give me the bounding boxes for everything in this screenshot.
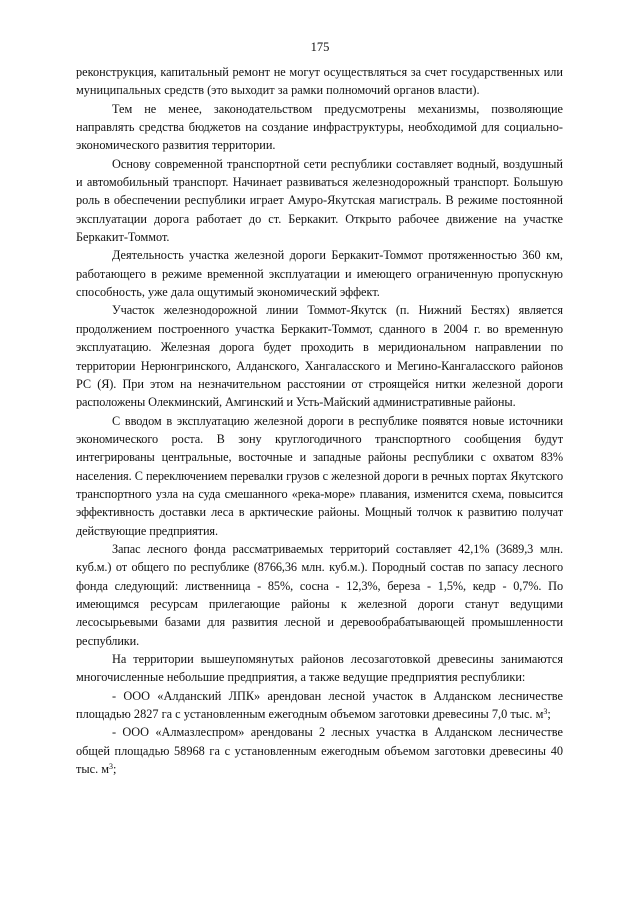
list-item-end: ; xyxy=(113,762,117,777)
paragraph: Тем не менее, законодательством предусмотрены механизмы, позволяющие направлять средства бюджетов на создание инфраструктуры, необходимой для социально-экономического развития территории. xyxy=(76,101,563,153)
list-item-end: ; xyxy=(547,707,551,722)
list-item xyxy=(76,723,563,778)
list-item xyxy=(76,687,563,724)
paragraph: Запас лесного фонда рассматриваемых территорий составляет 42,1% (3689,3 млн. куб.м.) от общего по республике (8766,36 млн. куб.м.). Породный состав по запасу лесного фонда следующий: лиственница - 85%, сосна - 12,3%, береза - 1,5%, кедр - 0,7%. По имеющимся ресурсам прилегающие районы к железной дороги станут ведущими лесосырьевыми базами для развития лесной и деревообрабатывающей промышленности республики. xyxy=(76,541,563,648)
page-number: 175 xyxy=(310,40,330,54)
paragraph: Участок железнодорожной линии Томмот-Якутск (п. Нижний Бестях) является продолжением построенного участка Беркакит-Томмот, сданного в 2004 г. во временную эксплуатацию. Железная дорога будет проходить в меридиональном направлении по территории Нерюнгринского, Алданского, Хангаласского и Мегино-Кангаласского районов РС (Я). При этом на незначительном расстоянии от строящейся нитки железной дороги расположены Олекминский, Амгинский и Усть-Майский административные районы. xyxy=(76,303,563,410)
superscript: 3 xyxy=(543,707,548,717)
body-text xyxy=(76,63,563,778)
paragraph: Основу современной транспортной сети республики составляет водный, воздушный и автомобильный транспорт. Начинает развиваться железнодорожный транспорт. Большую роль в обеспечении республики играет Амуро-Якутская магистраль. В режиме постоянной эксплуатации дорога работает до ст. Беркакит. Открыто рабочее движение на участке Беркакит-Томмот. xyxy=(76,156,563,245)
paragraph: Деятельность участка железной дороги Беркакит-Томмот протяженностью 360 км, работающего в режиме временной эксплуатации и имеющего ограниченную пропускную способность, уже дала ощутимый экономический эффект. xyxy=(76,248,563,300)
paragraph-continuation: реконструкция, капитальный ремонт не могут осуществляться за счет государственных или муниципальных средств (это выходит за рамки полномочий органов власти). xyxy=(76,65,563,98)
superscript: 3 xyxy=(109,762,114,772)
paragraph: С вводом в эксплуатацию железной дороги в республике появятся новые источники экономического роста. В зону круглогодичного транспортного сообщения будут интегрированы центральные, восточные и западные районы республики с охватом 83% населения. С переключением перевалки грузов с железной дороги в речных портах Якутского транспортного узла на суда смешанного «река-море» плавания, изменится схема, повысится эффективность доставки леса в арктические районы. Мощный толчок к развитию получат действующие предприятия. xyxy=(76,413,563,538)
list-item-text: - ООО «Алданский ЛПК» арендован лесной участок в Алданском лесничестве площадью 2827 га с установленным ежегодным объемом заготовки древесины 7,0 тыс. м xyxy=(76,688,563,722)
paragraph: На территории вышеупомянутых районов лесозаготовкой древесины занимаются многочисленные небольшие предприятия, а также ведущие предприятия республики: xyxy=(76,652,563,685)
list-item-text: - ООО «Алмазлеспром» арендованы 2 лесных участка в Алданском лесничестве общей площадью 58968 га с установленным ежегодным объемом заготовки древесины 40 тыс. м xyxy=(76,725,563,777)
